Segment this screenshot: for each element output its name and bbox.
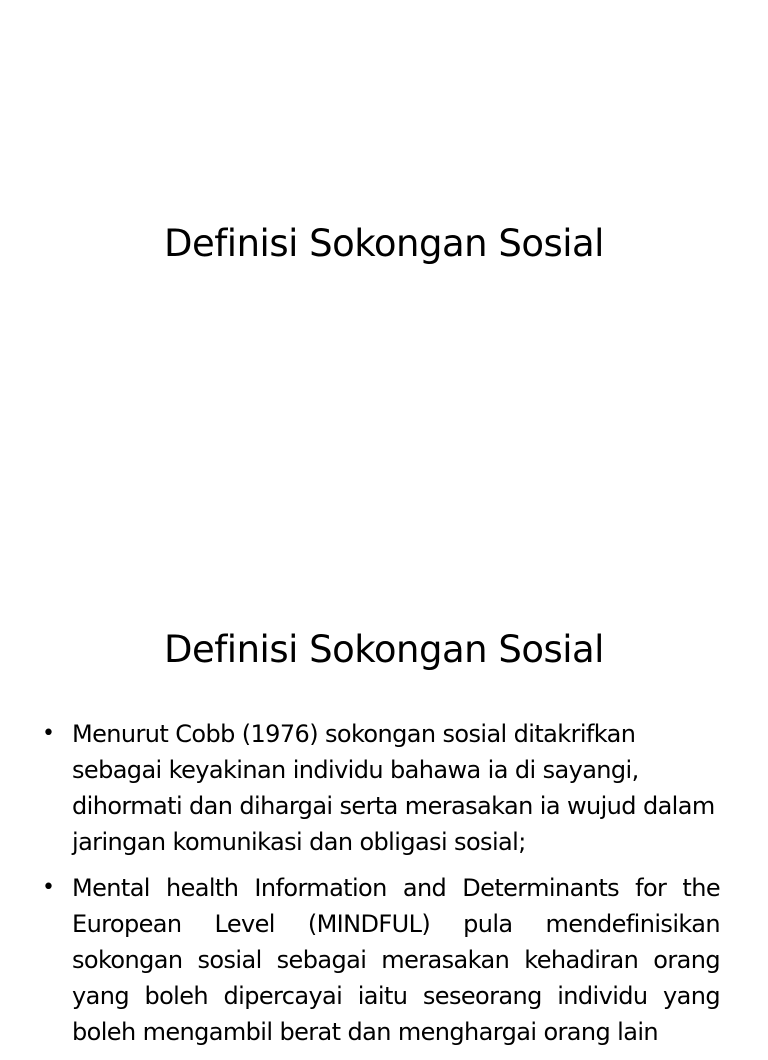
bullet-text: Menurut Cobb (1976) sokongan sosial ditakrifkan sebagai keyakinan individu bahawa ia di sayangi, dihormati dan dihargai serta merasakan ia wujud dalam jaringan komunikasi dan obligasi sosial; xyxy=(72,720,715,856)
bullet-icon: • xyxy=(42,721,55,746)
slide-1-title: Definisi Sokongan Sosial xyxy=(164,222,604,265)
bullet-list xyxy=(40,716,720,1060)
bullet-item xyxy=(40,716,720,860)
slide-2 xyxy=(0,576,768,1046)
slide-2-title: Definisi Sokongan Sosial xyxy=(164,628,604,671)
bullet-icon: • xyxy=(42,875,55,900)
bullet-text: Mental health Information and Determinants for the European Level (MINDFUL) pula mendefinisikan sokongan sosial sebagai merasakan kehadiran orang yang boleh dipercayai iaitu seseorang individu yang boleh mengambil berat dan menghargai orang lain xyxy=(72,874,720,1046)
bullet-item xyxy=(40,870,720,1050)
